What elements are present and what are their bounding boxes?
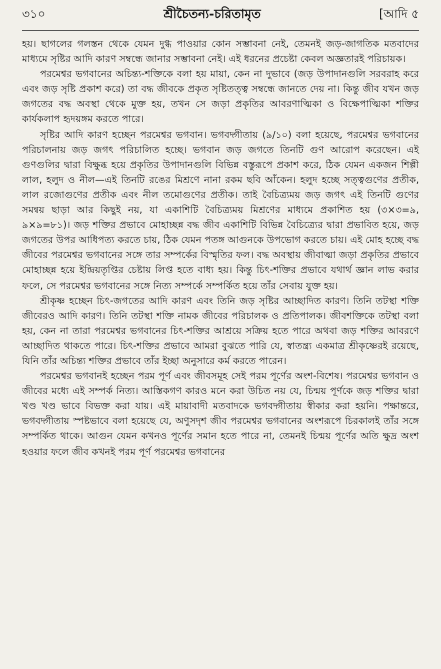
chapter-reference: [আদি ৫ xyxy=(378,7,419,21)
page-body xyxy=(22,37,419,460)
paragraph: পরমেশ্বর ভগবানই হচ্ছেন পরম পূর্ণ এবং জীবসমূহ সেই পরম পূর্ণের অংশ-বিশেষ। পরমেশ্বর ভগবান ও জীবের মধ্যে এই সম্পর্ক নিত্য। আস্তিকগণ কারও মনে করা উচিত নয় যে, চিন্ময় পূর্ণকে জড় শক্তির দ্বারা খণ্ড খণ্ড ভাবে বিভক্ত করা যায়। এই মায়াবাদী মতবাদকে ভগবদ্গীতায় স্বীকার করা হয়নি। পক্ষান্তরে, ভগবদ্গীতায় স্পষ্টভাবে বলা হয়েছে যে, অণুসদৃশ জীব পরমেশ্বর ভগবানের অংশরূপে চিরকালই তাঁর সঙ্গে সম্পর্কিত থাকে। আগুন যেমন কখনও পূর্ণের সমান হতে পারে না, তেমনই চিন্ময় পূর্ণের অতি ক্ষুদ্র অংশ হওয়ার ফলে জীব কখনই পরম পূর্ণ পরমেশ্বর ভগবানের xyxy=(22,371,419,458)
book-title: শ্রীচৈতন্য-চরিতামৃত xyxy=(163,6,261,21)
paragraph: পরমেশ্বর ভগবানের অচিন্ত্য-শক্তিকে বলা হয় মায়া, কেন না দুভাবে (জড় উপাদানগুলি সরবরাহ করে এবং জড় সৃষ্টি প্রকাশ করে) তা বদ্ধ জীবকে প্রকৃত সৃষ্টিতত্ত্ব সম্বন্ধে জানতে দেয় না। কিন্তু জীব যখন জড় জগতের বদ্ধ অবস্থা থেকে মুক্ত হয়, তখন সে জড়া প্রকৃতির আবরণাত্মিকা ও বিক্ষেপাত্মিকা শক্তির কার্যকলাপ হৃদয়ঙ্গম করতে পারে। xyxy=(22,69,419,126)
page-number: ৩১০ xyxy=(22,7,46,21)
page-header xyxy=(22,6,419,31)
paragraph: হয়। ছাগলের গলস্তন থেকে যেমন দুগ্ধ পাওয়ার কোন সম্ভাবনা নেই, তেমনই জড়-জাগতিক মতবাদের মাধ্যমে সৃষ্টির আদি কারণ সম্বন্ধে জানার সম্ভাবনা নেই। এই ধরনের প্রচেষ্টা কেবল অজ্ঞতারই পরিচায়ক। xyxy=(22,39,419,66)
paragraph: সৃষ্টির আদি কারণ হচ্ছেন পরমেশ্বর ভগবান। ভগবদ্গীতায় (৯/১০) বলা হয়েছে, পরমেশ্বর ভগবানের পরিচালনায় জড় জগৎ পরিচালিত হচ্ছে। ভগবান জড় জগতে তিনটি গুণ আরোপ করেছেন। এই গুণগুলির দ্বারা বিক্ষুব্ধ হয়ে প্রকৃতির উপাদানগুলি বিভিন্ন বস্তুরূপে প্রকাশ করে, ঠিক যেমন একজন শিল্পী লাল, হলুদ ও নীল—এই তিনটি রঙের মিশ্রণে নানা রকম ছবি আঁকেন। হলুদ হচ্ছে সত্ত্বগুণের প্রতীক, লাল রজোগুণের প্রতীক এবং নীল তমোগুণের প্রতীক। তাই বৈচিত্র্যময় জড় জগৎ এই তিনটি গুণের সমন্বয় ছাড়া আর কিছুই নয়, যা একাশিটি বৈচিত্র্যময় মিশ্রণের মাধ্যমে প্রকাশিত হয় (৩×৩=৯, ৯×৯=৮১)। জড় শক্তির প্রভাবে মোহাচ্ছন্ন বদ্ধ জীব একাশিটি বিভিন্ন বৈচিত্র্যের দ্বারা প্রভাবিত হয়ে, জড় জগতের উপর আধিপত্য করতে চায়, ঠিক যেমন পতঙ্গ আগুনকে উপভোগ করতে চায়। এই মোহ হচ্ছে বদ্ধ জীবের পরমেশ্বর ভগবানের সঙ্গে তার সম্পর্কের বিস্মৃতির ফল। বদ্ধ অবস্থায় জীবাত্মা জড়া প্রকৃতির প্রভাবে মোহাচ্ছন্ন হয়ে ইন্দ্রিয়তৃপ্তির চেষ্টায় লিপ্ত হতে বাধ্য হয়। কিন্তু চিৎ-শক্তির প্রভাবে যথার্থ জ্ঞান লাভ করার ফলে, সে পরমেশ্বর ভগবানের সঙ্গে নিত্য সম্পর্কে সম্পর্কিত হয়ে তাঁর সেবায় যুক্ত হয়। xyxy=(22,129,419,292)
paragraph: শ্রীকৃষ্ণ হচ্ছেন চিৎ-জগতের আদি কারণ এবং তিনি জড় সৃষ্টির আচ্ছাদিত কারণ। তিনি তটস্থা শক্তি জীবেরও আদি কারণ। তিনি তটস্থা শক্তি নামক জীবের পরিচালক ও প্রতিপালক। জীবশক্তিকে তটস্থা বলা হয়, কেন না তারা পরমেশ্বর ভগবানের চিৎ-শক্তির আশ্রয়ে সক্রিয় হতে পারে অথবা জড় শক্তির আবরণে আচ্ছাদিত থাকতে পারে। চিৎ-শক্তির প্রভাবে আমরা বুঝতে পারি যে, স্বাতন্ত্র্য একমাত্র শ্রীকৃষ্ণেরই রয়েছে, যিনি তাঁর অচিন্ত্য শক্তির প্রভাবে তাঁর ইচ্ছা অনুসারে কর্ম করতে পারেন। xyxy=(22,295,419,367)
